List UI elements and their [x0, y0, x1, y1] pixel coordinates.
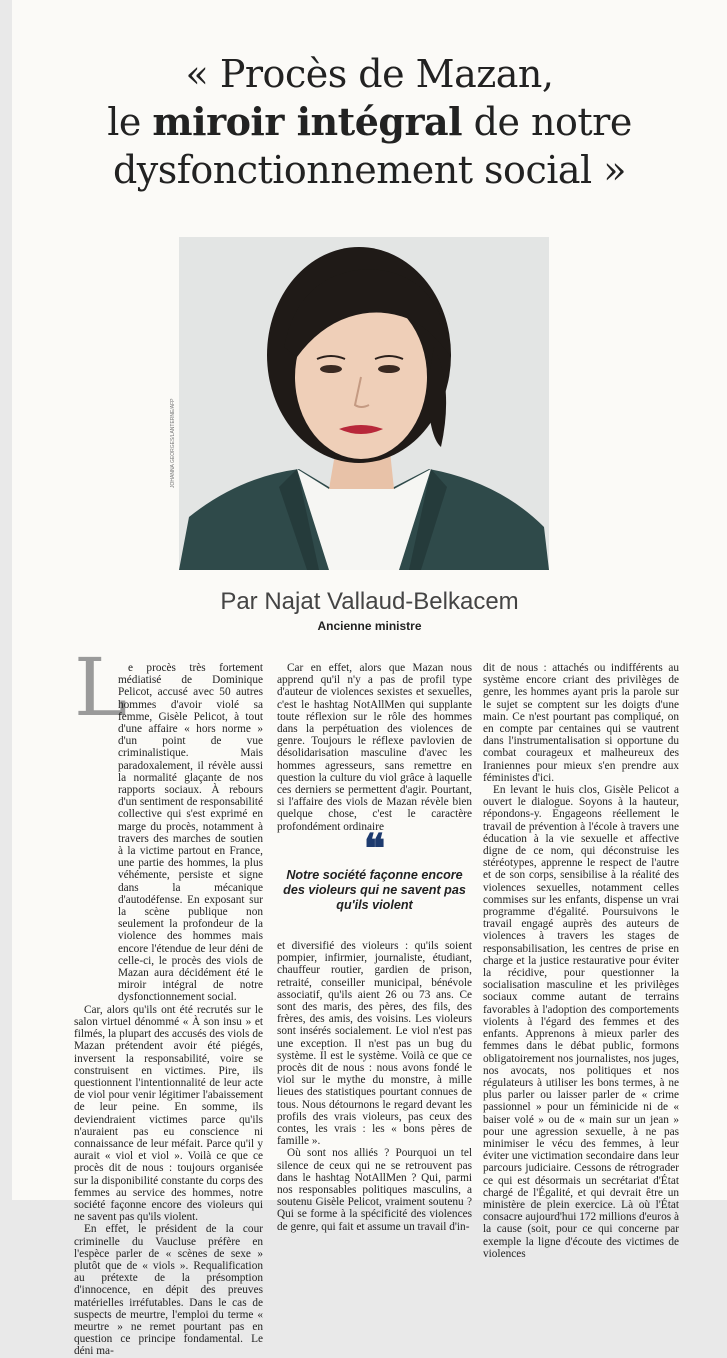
paragraph: et diversifié des violeurs : qu'ils soient pompier, infirmier, journaliste, étudiant, chauffeur routier, gardien de prison, retraité, conseiller municipal, bénévole associatif, qu'ils aient 26 ou 73 ans. Ce sont des maris, des pères, des fils, des frères, des amis, des voisins. Les violeurs sont insérés socialement. Le viol n'est pas une exception. Il n'est pas un bug du système. Il est le système. Voilà ce que ce procès dit de nous : nous avons fondé le viol sur le mythe du monstre, à mille lieues des statistiques pourtant connues de tous. Nous détournons le regard devant les profils des vrais violeurs, pas ceux des contes, les vrais : les « bons pères de famille ».: [277, 940, 472, 1148]
paragraph: Car en effet, alors que Mazan nous apprend qu'il n'y a pas de profil type d'auteur de violences sexistes et sexuelles, c'est le hashtag NotAllMen qui supplante toute réflexion sur le rôle des hommes dans la perpétuation des violences de genre. Toujours le réflexe pavlovien de désolidarisation masculine d'avec les hommes agresseurs, sans remettre en question la culture du viol grâce à laquelle ces derniers se permettent d'agir. Pourtant, si l'affaire des viols de Mazan révèle bien quelque chose, c'est le caractère profondément ordinaire: [277, 662, 472, 833]
portrait-illustration: [179, 237, 549, 570]
pull-quote-text: Notre société façonne encore des violeurs qui ne savent pas qu'ils violent: [283, 868, 466, 912]
paragraph: En effet, le président de la cour criminelle du Vaucluse préfère en l'espèce parler de « scènes de sexe » plutôt que de « viols ». Requalification au prétexte de la présomption d'innocence, en dépit des preuves matérielles irréfutables. Dans le cas de suspects de meurtre, l'emploi du terme « meurtre » ne remet pourtant pas en question ce principe fondamental. Le déni ma-: [74, 1223, 263, 1358]
byline: Par Najat Vallaud-Belkacem: [220, 588, 519, 615]
drop-cap: L: [74, 641, 128, 734]
column-2-bottom: [277, 940, 472, 1233]
author-role: Ancienne ministre: [317, 619, 422, 633]
quote-mark-icon: ❝: [363, 825, 386, 872]
photo-credit: JOHANNA GEORGES/LANTERNE/AFP: [170, 398, 176, 488]
paragraph: Car, alors qu'ils ont été recrutés sur le salon virtuel dénommé « À son insu » et filmés, la plupart des accusés des viols de Mazan prétendent avoir été piégés, inversent la responsabilité, voire se construisent en victimes. Pire, ils questionnent l'intentionnalité de leur acte de viol pour venir légitimer l'abaissement de leur peine. En somme, ils deviendraient victimes parce qu'ils n'auraient pas eu conscience ni connaissance de leur méfait. Parce qu'il y aurait « viol et viol ». Voilà ce que ce procès dit de nous : toujours organisée sur la disponibilité constante du corps des femmes au service des hommes, notre société façonne encore des violeurs qui ne savent pas qu'ils violent.: [74, 1003, 263, 1224]
column-3: [483, 662, 679, 1260]
newspaper-page: [12, 0, 727, 1358]
article-title: [12, 50, 727, 194]
paragraph: e procès très fortement médiatisé de Dominique Pelicot, accusé avec 50 autres hommes d'avoir violé sa femme, Gisèle Pelicot, à tout d'une affaire « hors norme » d'un point de vue criminalistique. Mais paradoxalement, il révèle aussi la normalité glaçante de nos rapports sociaux. À rebours d'un sentiment de responsabilité collective qui s'est exprimé en marge du procès, notamment à travers des marches de soutien à la victime partout en France, une partie des hommes, la plus véhémente, persiste et signe dans la mécanique d'autodéfense. En exposant sur la scène publique non seulement la profondeur de la violence des hommes mais encore l'étendue de leur déni de celle-ci, le procès des viols de Mazan aura décidément été le miroir intégral de notre dysfonctionnement social.: [118, 662, 263, 1004]
title-line-3: dysfonctionnement social »: [112, 148, 627, 192]
paragraph: dit de nous : attachés ou indifférents au système encore criant des privilèges de genre, les hommes ayant pris la parole sur le sujet se comptent sur les doigts d'une main. Ce n'est pourtant pas compliqué, on en compte par centaines qui se vautrent dans l'instrumentalisation si opportune du combat courageux et malheureux des Iraniennes pour mieux s'en prendre aux féministes d'ici.: [483, 662, 679, 784]
paragraph: En levant le huis clos, Gisèle Pelicot a ouvert le dialogue. Soyons à la hauteur, répondons-y. Engageons réellement le travail de prévention à l'école à travers une éducation à la vie sexuelle et affective digne de ce nom, qui déconstruise les stéréotypes, apprenne le respect de l'autre et de son corps, sensibilise à la réalité des violences sexuelles, notamment celles commises sur les enfants, dispense un vrai programme d'égalité. Poursuivons le travail engagé auprès des auteurs de violences à travers les stages de responsabilisation, les centres de prise en charge et la justice restaurative pour éviter la récidive, pour questionner la socialisation masculine et les privilèges sociaux comme autant de terrains favorables à l'adoption des comportements violents à l'égard des femmes et des enfants. Apprenons à mieux parler des femmes dans le débat public, formons obligatoirement nos journalistes, nos juges, nos avocats, nos politiques et nos régulateurs à utiliser les bons termes, à ne plus parler ou laisser parler de « crime passionnel » pour un féminicide ni de « baiser volé » ou de « main sur un jean » pour une agression sexuelle, à ne pas minimiser le vécu des femmes, à leur éviter une victimation secondaire dans leur parcours judiciaire. Cessons de rétrograder ce qui est désormais un secrétariat d'État chargé de l'Égalité, et qui devrait être un ministère de plein exercice. Là où l'État consacre aujourd'hui 172 millions d'euros à la cause (soit, pour ce qui concerne par exemple la ligne d'écoute des victimes de violences: [483, 784, 679, 1260]
title-line-2: le miroir intégral de notre: [107, 99, 632, 144]
title-line-1: « Procès de Mazan,: [185, 52, 554, 96]
title-emphasis: miroir intégral: [152, 99, 463, 144]
pull-quote: [277, 825, 472, 913]
column-2-top: [277, 662, 472, 833]
column-1: [74, 662, 263, 1358]
paragraph: Où sont nos alliés ? Pourquoi un tel silence de ceux qui ne se retrouvent pas dans le hashtag NotAllMen ? Qui, parmi nos responsables politiques masculins, a soutenu Gisèle Pelicot, vraiment soutenu ? Qui se forme à la spécificité des violences de genre, qui fait et assume un travail d'in-: [277, 1147, 472, 1233]
author-portrait: [179, 237, 549, 570]
